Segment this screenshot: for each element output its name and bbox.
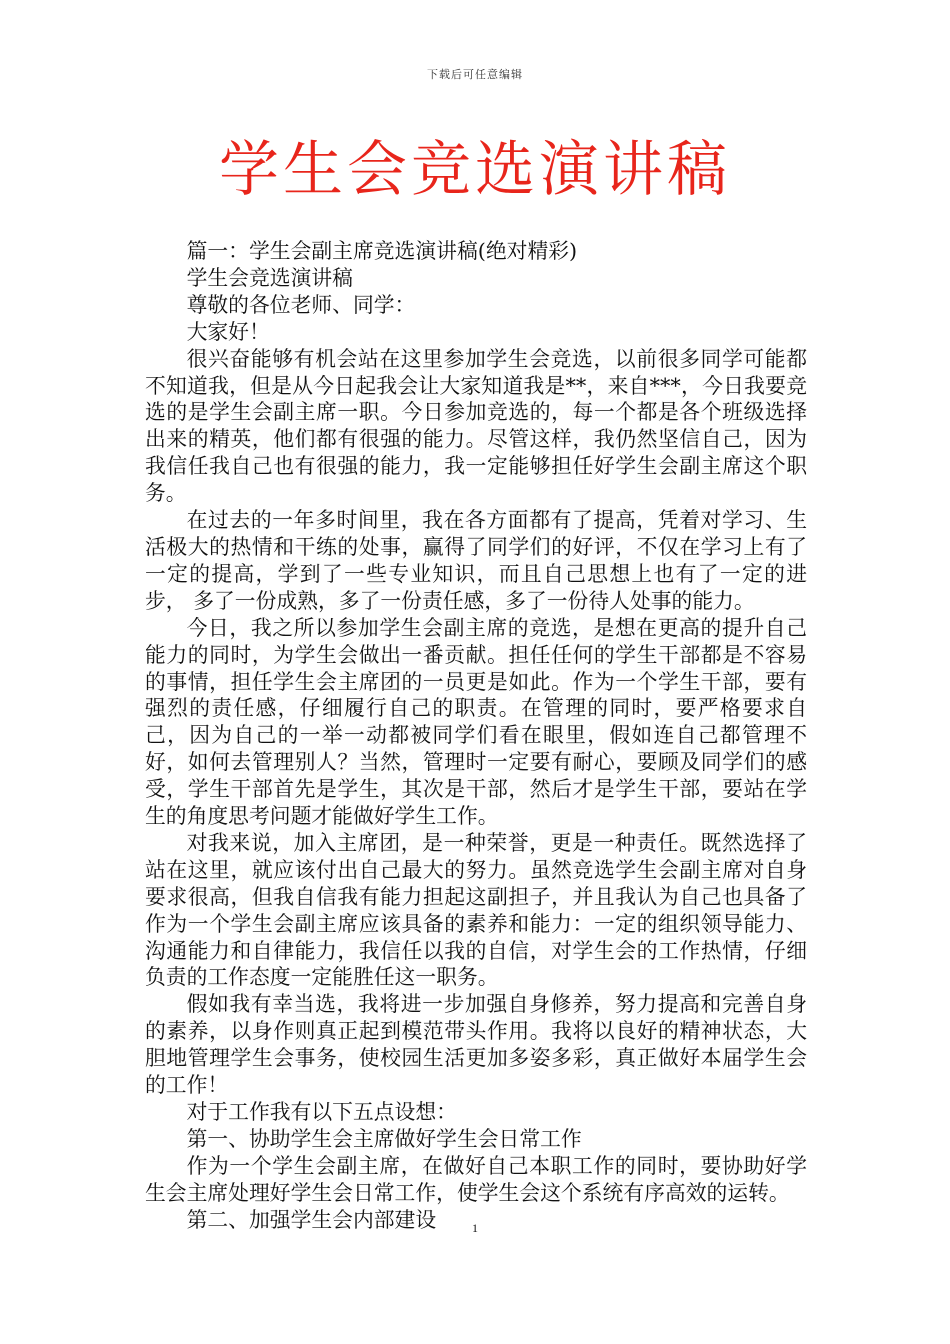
document-body	[145, 238, 807, 1234]
body-paragraph: 作为一个学生会副主席，在做好自己本职工作的同时，要协助好学生会主席处理好学生会日常工作，使学生会这个系统有序高效的运转。	[145, 1153, 807, 1205]
document-title: 学生会竞选演讲稿	[219, 135, 731, 205]
body-paragraph: 对于工作我有以下五点设想：	[186, 1100, 457, 1124]
body-paragraph: 假如我有幸当选，我将进一步加强自身修养，努力提高和完善自身的素养，以身作则真正起到模范带头作用。我将以良好的精神状态，大胆地管理学生会事务，使校园生活更加多姿多彩，真正做好本届学生会的工作！	[145, 992, 807, 1098]
salutation: 尊敬的各位老师、同学：	[186, 292, 416, 317]
speech-title: 学生会竞选演讲稿	[186, 265, 353, 290]
body-paragraph: 对我来说，加入主席团，是一种荣誉，更是一种责任。既然选择了站在这里，就应该付出自己最大的努力。虽然竞选学生会副主席对自身要求很高，但我自信我有能力担起这副担子，并且我认为自己也具备了作为一个学生会副主席应该具备的素养和能力：一定的组织领导能力、沟通能力和自律能力，我信任以我的自信，对学生会的工作热情，仔细负责的工作态度一定能胜任这一职务。	[145, 830, 807, 990]
page-header-note: 下载后可任意编辑	[427, 68, 523, 81]
body-paragraph: 在过去的一年多时间里，我在各方面都有了提高，凭着对学习、生活极大的热情和干练的处事，赢得了同学们的好评，不仅在学习上有了一定的提高，学到了一些专业知识，而且自己思想上也有了一定的进步， 多了一份成熟，多了一份责任感，多了一份待人处事的能力。	[145, 508, 807, 613]
subheading: 第一、协助学生会主席做好学生会日常工作	[186, 1126, 582, 1151]
body-paragraph: 很兴奋能够有机会站在这里参加学生会竞选，以前很多同学可能都不知道我，但是从今日起我会让大家知道我是**，来自***，今日我要竞选的是学生会副主席一职。今日参加竞选的，每一个都是各个班级选择出来的精英，他们都有很强的能力。尽管这样，我仍然坚信自己，因为我信任我自己也有很强的能力，我一定能够担任好学生会副主席这个职务。	[145, 346, 807, 506]
body-paragraph: 今日，我之所以参加学生会副主席的竞选，是想在更高的提升自己能力的同时，为学生会做出一番贡献。担任任何的学生干部都是不容易的事情，担任学生会主席团的一员更是如此。作为一个学生干部，要有强烈的责任感，仔细履行自己的职责。在管理的同时，要严格要求自己，因为自己的一举一动都被同学们看在眼里，假如连自己都管理不好，如何去管理别人？当然，管理时一定要有耐心，要顾及同学们的感受，学生干部首先是学生，其次是干部，然后才是学生干部，要站在学生的角度思考问题才能做好学生工作。	[145, 615, 807, 829]
subheading: 第二、加强学生会内部建设	[186, 1207, 437, 1232]
section-heading: 篇一：学生会副主席竞选演讲稿(绝对精彩)	[186, 239, 578, 263]
page-number: 1	[472, 1221, 478, 1235]
greeting: 大家好！	[186, 319, 270, 344]
